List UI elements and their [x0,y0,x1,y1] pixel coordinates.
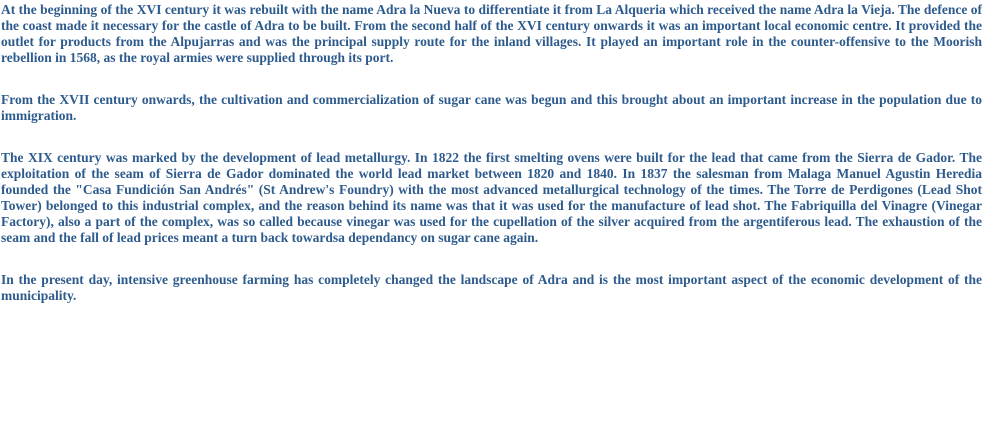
paragraph-xvi-century: At the beginning of the XVI century it was rebuilt with the name Adra la Nueva to differentiate it from La Alqueria which received the name Adra la Vieja. The defence of the coast made it necessary for the castle of Adra to be built. From the second half of the XVI century onwards it was an important local economic centre. It provided the outlet for products from the Alpujarras and was the principal supply route for the inland villages. It played an important role in the counter-offensive to the Moorish rebellion in 1568, as the royal armies were supplied through its port. [1,2,982,65]
paragraph-present-day: In the present day, intensive greenhouse farming has completely changed the landscape of Adra and is the most important aspect of the economic development of the municipality. [1,272,982,303]
paragraph-xvii-century: From the XVII century onwards, the cultivation and commercialization of sugar cane was begun and this brought about an important increase in the population due to immigration. [1,92,982,123]
paragraph-xix-century: The XIX century was marked by the development of lead metallurgy. In 1822 the first smelting ovens were built for the lead that came from the Sierra de Gador. The exploitation of the seam of Sierra de Gador dominated the world lead market between 1820 and 1840. In 1837 the salesman from Malaga Manuel Agustin Heredia founded the "Casa Fundición San Andrés" (St Andrew's Foundry) with the most advanced metallurgical technology of the times. The Torre de Perdigones (Lead Shot Tower) belonged to this industrial complex, and the reason behind its name was that it was used for the manufacture of lead shot. The Fabriquilla del Vinagre (Vinegar Factory), also a part of the complex, was so called because vinegar was used for the cupellation of the silver acquired from the argentiferous lead. The exhaustion of the seam and the fall of lead prices meant a turn back towardsa dependancy on sugar cane again. [1,150,982,245]
